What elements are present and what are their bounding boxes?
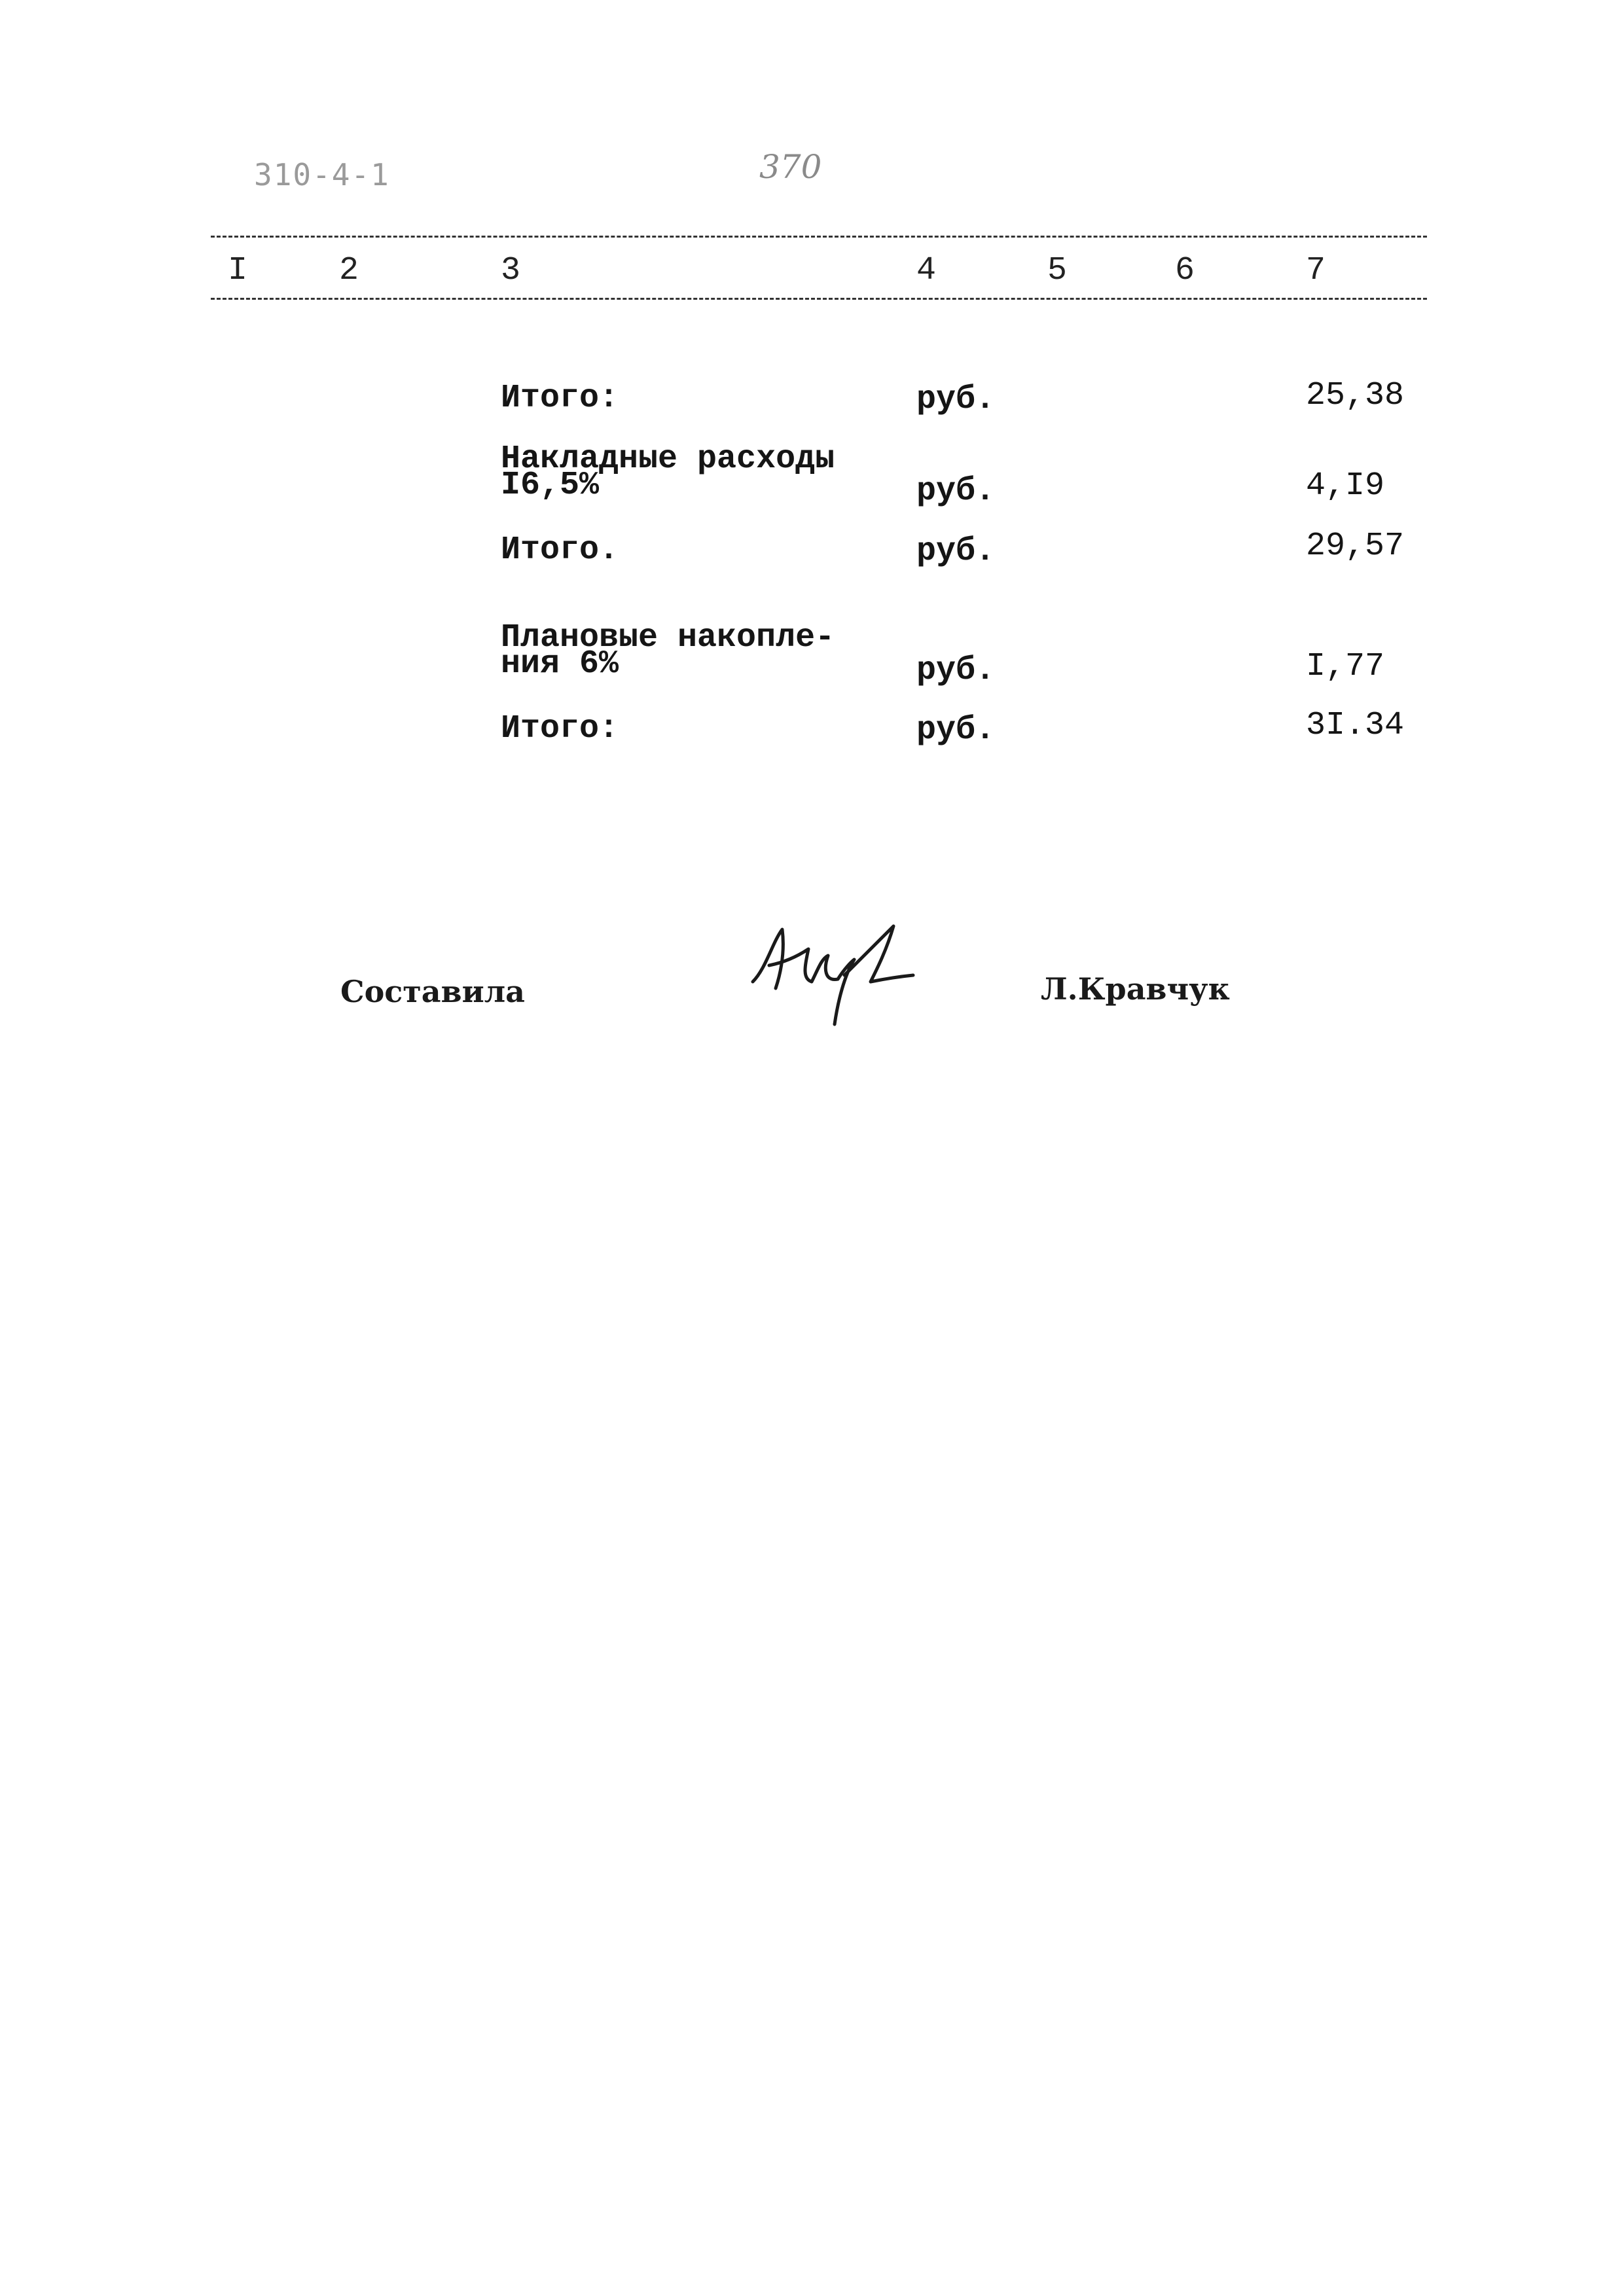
table-top-rule <box>211 236 1427 238</box>
document-code: 310-4-1 <box>254 157 390 192</box>
row-4-name-line1: Плановые накопле- <box>501 619 835 656</box>
row-1-value: 25,38 <box>1306 377 1405 414</box>
row-2-name <box>501 440 835 504</box>
compiled-by-label: Составила <box>340 974 525 1009</box>
column-header-6: 6 <box>1175 252 1195 289</box>
table-header-rule <box>211 298 1427 300</box>
handwritten-signature <box>746 916 916 1028</box>
compiler-name: Л.Кравчук <box>1041 971 1230 1007</box>
row-2-unit: руб. <box>916 473 996 510</box>
column-header-5: 5 <box>1047 252 1068 289</box>
row-1-name: Итого: <box>501 380 619 417</box>
column-header-4: 4 <box>916 252 937 289</box>
row-2-name-line2: I6,5% <box>501 467 600 504</box>
column-header-1: I <box>228 252 248 289</box>
row-5-value: 3I.34 <box>1306 707 1405 744</box>
row-5-unit: руб. <box>916 711 996 749</box>
row-2-value: 4,I9 <box>1306 467 1385 505</box>
row-3-unit: руб. <box>916 533 996 570</box>
column-header-2: 2 <box>339 252 359 289</box>
row-1-unit: руб. <box>916 381 996 418</box>
row-4-value: I,77 <box>1306 648 1385 685</box>
row-4-name-line2: ния 6% <box>501 645 619 683</box>
page-number: 370 <box>759 148 822 186</box>
row-4-name <box>501 619 835 683</box>
column-header-7: 7 <box>1306 252 1326 289</box>
row-5-name: Итого: <box>501 710 619 747</box>
row-4-unit: руб. <box>916 652 996 689</box>
row-3-name: Итого. <box>501 531 619 569</box>
column-header-3: 3 <box>501 252 521 289</box>
row-2-name-line1: Накладные расходы <box>501 440 835 478</box>
row-3-value: 29,57 <box>1306 528 1405 565</box>
